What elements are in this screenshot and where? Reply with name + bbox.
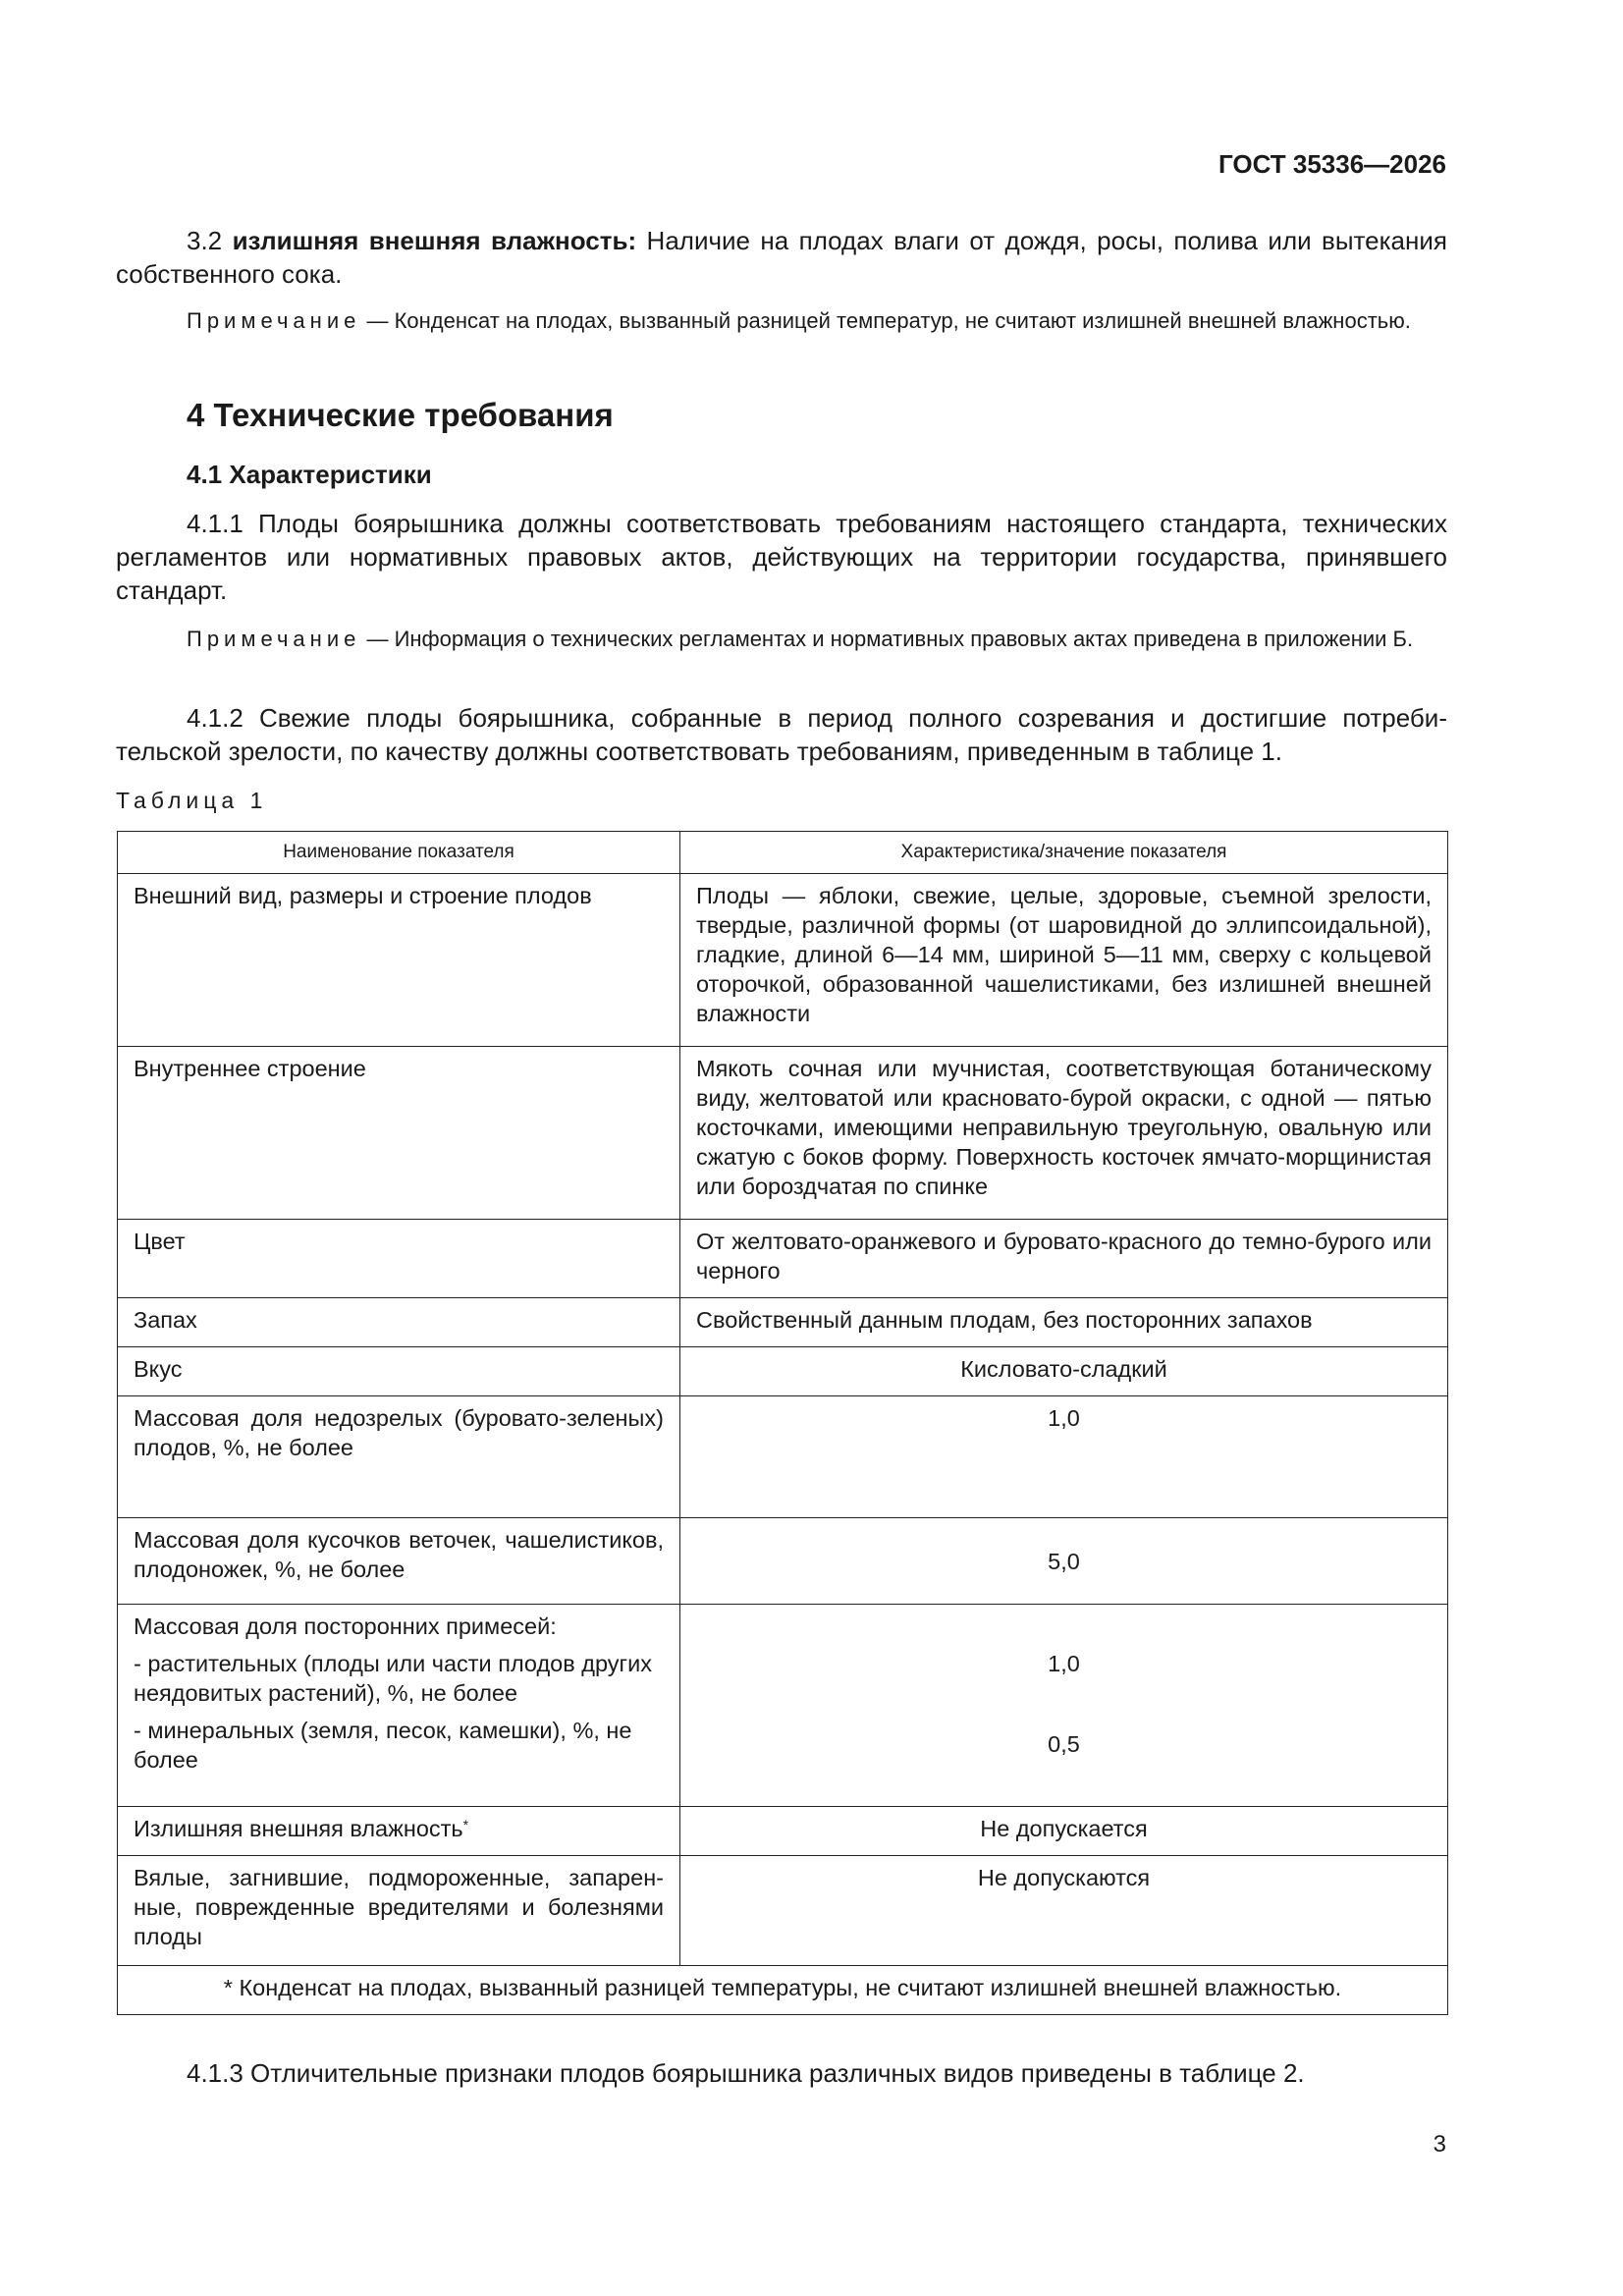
indicator-sub-value: 0,5 [1048,1731,1080,1757]
indicator-name [118,1807,680,1856]
table-row [118,1807,1448,1856]
table-header-row [118,832,1448,874]
paragraph-3-2 [116,224,1447,291]
indicator-value: 5,0 [680,1518,1448,1605]
paragraph-4-1-2: 4.1.2 Свежие плоды боярышника, собранные в период полного созревания и достигшие потребительской зрелости, по качеству должны соответствовать требованиям, приведенным в таблице 1. [116,703,1447,766]
indicator-value: 1,0 [680,1396,1448,1518]
indicator-sub-name: - минеральных (земля, песок, камешки), %, не более [134,1718,632,1773]
note-text: — Конденсат на плодах, вызванный разницей температур, не считают излишней внешней влажностью. [366,308,1411,333]
note-label: Примечание [187,627,361,651]
indicator-value: Не допускается [680,1807,1448,1856]
indicator-name: Массовая доля кусочков веточек, чашелистиков, плодоножек, %, не более [118,1518,680,1605]
table-row [118,1298,1448,1347]
table-footnote: * Конденсат на плодах, вызванный разницей температуры, не считают излишней внешней влажностью. [118,1966,1448,2015]
indicator-name: Запах [118,1298,680,1347]
indicator-name: Вялые, загнившие, подмороженные, запаренные, поврежденные вредителями и болезнями плоды [118,1856,680,1966]
indicator-value: Свойственный данным плодам, без посторонних запахов [680,1298,1448,1347]
indicator-sub-name: - растительных (плоды или части плодов других неядовитых растений), %, не более [134,1651,652,1706]
requirements-table [117,831,1448,2015]
indicator-value: Мякоть сочная или мучнистая, соответствующая ботаническому виду, желтоватой или красновато-бурой окраски, с одной — пятью косточками, имеющими неправильную треугольную, овальную или сжатую с боков форму. Поверхность косточек ямчато-морщинистая или бороздчатая по спинке [680,1047,1448,1220]
page-number: 3 [1433,2131,1446,2158]
table-row [118,874,1448,1047]
indicator-name: Внешний вид, размеры и строение плодов [118,874,680,1047]
indicator-group-label: Массовая доля посторонних примесей: [134,1613,557,1639]
paragraph-4-1-3: 4.1.3 Отличительные признаки плодов боярышника различных видов приведены в таблице 2. [187,2058,1305,2088]
paragraph-4-1-1: 4.1.1 Плоды боярышника должны соответствовать требованиям настоящего стандарта, технических регламентов или нормативных правовых актов, действующих на территории государства, принявшего стандарт. [116,509,1447,605]
note-4-1-1 [116,625,1447,653]
clause-number: 3.2 [187,226,223,255]
column-header: Наименование показателя [118,832,680,874]
indicator-sub-value: 1,0 [1048,1651,1080,1676]
indicator-name-text: Излишняя внешняя влажность [134,1816,463,1841]
term: излишняя внешняя влажность: [232,226,637,255]
section-heading: 4 Технические требования [187,397,614,433]
indicator-value: Плоды — яблоки, свежие, целые, здоровые, съемной зрелости, твердые, различной формы (от шаровидной до эллипсоидальной), гладкие, длиной 6—14 мм, шириной 5—11 мм, сверху с кольцевой оторочкой, образованной чашелистиками, без излишней внешней влажности [680,874,1448,1047]
table-row [118,1396,1448,1518]
column-header: Характеристика/значение показателя [680,832,1448,874]
table-caption: Таблица 1 [116,788,268,813]
note-text: — Информация о технических регламентах и нормативных правовых актах приведена в приложении Б. [366,627,1414,651]
note-3-2 [116,306,1447,335]
indicator-name: Внутреннее строение [118,1047,680,1220]
note-label: Примечание [187,308,361,333]
indicator-name [118,1605,680,1807]
table-row [118,1047,1448,1220]
definition: Наличие на плодах влаги от дождя, росы, полива или вытекания собственного сока. [116,226,1447,289]
table-row [118,1220,1448,1298]
document-code: ГОСТ 35336—2026 [1218,149,1446,179]
indicator-value: От желтовато-оранжевого и буровато-красного до темно-бурого или черного [680,1220,1448,1298]
indicator-name: Цвет [118,1220,680,1298]
indicator-name: Вкус [118,1347,680,1396]
subsection-heading: 4.1 Характеристики [187,460,432,489]
indicator-value [680,1605,1448,1807]
indicator-value: Кисловато-сладкий [680,1347,1448,1396]
indicator-name: Массовая доля недозрелых (буровато-зеленых) плодов, %, не более [118,1396,680,1518]
indicator-value: Не допускаются [680,1856,1448,1966]
table-row [118,1605,1448,1807]
footnote-mark: * [462,1817,469,1832]
table-row [118,1518,1448,1605]
table-row [118,1856,1448,1966]
table-footnote-row [118,1966,1448,2015]
table-row [118,1347,1448,1396]
